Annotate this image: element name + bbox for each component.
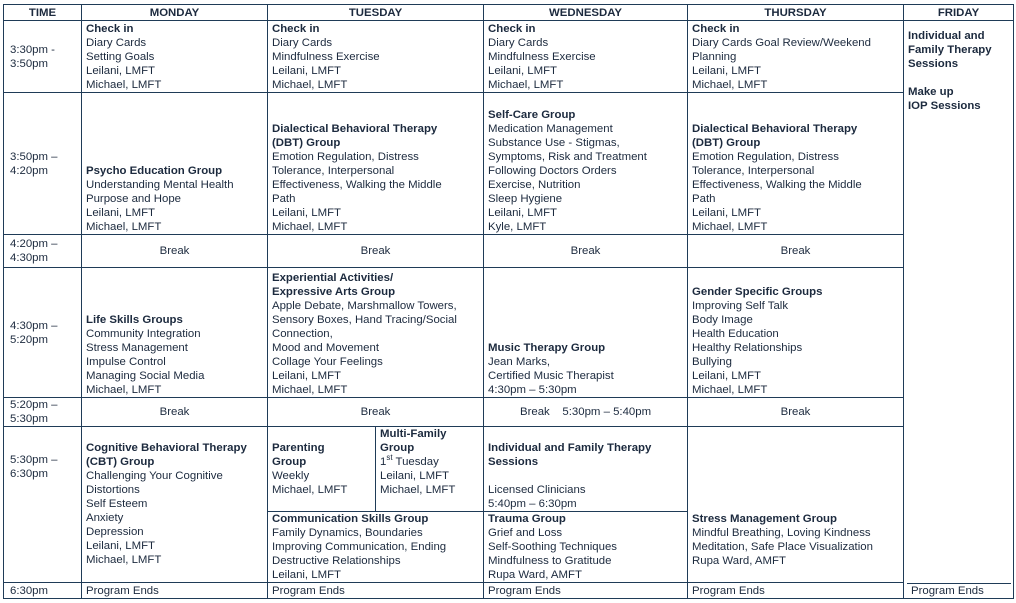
tuesday-multifamily-cell	[376, 427, 484, 512]
topic: Destructive Relationships	[272, 555, 401, 567]
staff: Kyle, LMFT	[488, 221, 547, 233]
time-slot-2	[4, 93, 82, 235]
group-title: Parenting	[272, 442, 325, 454]
row-slot-2	[4, 93, 1014, 235]
staff: Rupa Ward, AMFT	[692, 555, 786, 567]
wednesday-self-care-cell	[484, 93, 688, 235]
friday-makeup: Make up	[908, 86, 954, 98]
wednesday-break-time: 5:30pm – 5:40pm	[562, 406, 652, 418]
topic: Challenging Your Cognitive	[86, 470, 223, 482]
topic: Mindful Breathing, Loving Kindness	[692, 527, 871, 539]
topic: Planning	[692, 50, 737, 63]
topic: Diary Cards Goal Review/Weekend	[692, 36, 871, 49]
topic: Path	[272, 193, 296, 205]
topic: Meditation, Safe Place Visualization	[692, 541, 873, 553]
staff: Michael, LMFT	[86, 384, 162, 396]
group-title: Group	[380, 442, 415, 454]
weekly-schedule-table	[3, 4, 1014, 599]
group-title: Dialectical Behavioral Therapy	[692, 123, 858, 135]
tuesday-checkin-cell	[268, 21, 484, 93]
thursday-checkin-cell	[688, 21, 904, 93]
group-title: Multi-Family	[380, 428, 447, 440]
topic: Substance Use - Stigmas,	[488, 137, 620, 149]
group-title: (CBT) Group	[86, 456, 155, 468]
topic: Mood and Movement	[272, 342, 380, 354]
time-slot-1	[4, 21, 82, 93]
group-title: Music Therapy Group	[488, 342, 606, 354]
topic: Depression	[86, 526, 144, 538]
topic: Stress Management	[86, 342, 188, 354]
topic: Symptoms, Risk and Treatment	[488, 151, 647, 163]
wednesday-music-therapy-cell	[484, 268, 688, 398]
staff: Michael, LMFT	[692, 221, 768, 233]
topic: Emotion Regulation, Distress	[272, 151, 419, 163]
thursday-gender-specific-cell	[688, 268, 904, 398]
staff: Leilani, LMFT	[272, 569, 342, 581]
wednesday-break-cell	[484, 398, 688, 427]
staff: Leilani, LMFT	[86, 207, 156, 219]
tuesday-parenting-cell	[268, 427, 376, 512]
wednesday-break: Break	[484, 235, 688, 268]
group-title: Check in	[272, 22, 320, 35]
staff: Michael, LMFT	[86, 221, 162, 233]
topic: Exercise, Nutrition	[488, 179, 581, 191]
time-end: 6:30pm	[10, 468, 48, 480]
tuesday-communication-cell	[268, 512, 484, 583]
topic: Anxiety	[86, 512, 124, 524]
topic: Connection,	[272, 328, 333, 340]
group-title: Cognitive Behavioral Therapy	[86, 442, 247, 454]
group-title: Experiential Activities/	[272, 272, 394, 284]
monday-checkin-cell	[82, 21, 268, 93]
friday-makeup: IOP Sessions	[908, 100, 981, 112]
thursday-program-ends: Program Ends	[688, 583, 904, 599]
tuesday-break: Break	[268, 235, 484, 268]
time-start: 5:20pm –	[10, 399, 58, 411]
monday-psycho-education-cell	[82, 93, 268, 235]
friday-family-therapy: Sessions	[908, 58, 959, 70]
staff: Leilani, LMFT	[86, 64, 156, 77]
header-friday: FRIDAY	[904, 5, 1014, 21]
wednesday-family-therapy-cell	[484, 427, 688, 512]
topic: Family Dynamics, Boundaries	[272, 527, 423, 539]
monday-cbt-cell	[82, 427, 268, 583]
group-title: Trauma Group	[488, 513, 566, 525]
staff: Michael, LMFT	[692, 384, 768, 396]
row-program-ends	[4, 583, 1014, 599]
tuesday-program-ends: Program Ends	[268, 583, 484, 599]
time-slot-3	[4, 235, 82, 268]
group-title: Communication Skills Group	[272, 513, 429, 525]
time-end: 4:20pm	[10, 164, 48, 177]
topic: Managing Social Media	[86, 370, 205, 382]
topic: Healthy Relationships	[692, 342, 803, 354]
time-end: 5:30pm	[10, 413, 48, 425]
staff: Michael, LMFT	[380, 484, 456, 496]
frequency: Weekly	[272, 470, 310, 482]
wednesday-checkin-cell	[484, 21, 688, 93]
row-break-1	[4, 235, 1014, 268]
group-title: (DBT) Group	[692, 137, 761, 149]
wednesday-trauma-cell	[484, 512, 688, 583]
topic: Sleep Hygiene	[488, 193, 563, 205]
staff: Michael, LMFT	[488, 78, 564, 91]
friday-program-ends: Program Ends	[907, 583, 1011, 598]
topic: Self-Soothing Techniques	[488, 541, 617, 553]
time-start: 5:30pm –	[10, 454, 58, 466]
topic: Understanding Mental Health	[86, 179, 234, 191]
wednesday-program-ends: Program Ends	[484, 583, 688, 599]
thursday-stress-management-cell	[688, 427, 904, 583]
time-slot-5	[4, 398, 82, 427]
topic: Apple Debate, Marshmallow Towers,	[272, 300, 457, 312]
wednesday-break: Break	[519, 406, 550, 418]
group-title: Gender Specific Groups	[692, 286, 823, 298]
topic: Effectiveness, Walking the Middle	[692, 179, 862, 191]
group-title: Group	[272, 456, 307, 468]
time-end: 3:50pm	[10, 57, 48, 70]
staff-title: Certified Music Therapist	[488, 370, 614, 382]
time-end: 4:30pm	[10, 252, 48, 264]
topic: Impulse Control	[86, 356, 166, 368]
friday-family-therapy: Individual and	[908, 30, 985, 42]
thursday-break: Break	[688, 235, 904, 268]
group-title: Life Skills Groups	[86, 314, 183, 326]
staff: Michael, LMFT	[272, 78, 348, 91]
staff: Michael, LMFT	[272, 221, 348, 233]
topic: Tolerance, Interpersonal	[272, 165, 395, 177]
topic: Emotion Regulation, Distress	[692, 151, 839, 163]
monday-life-skills-cell	[82, 268, 268, 398]
staff: Leilani, LMFT	[488, 64, 558, 77]
time-slot-6	[4, 427, 82, 583]
tuesday-break: Break	[268, 398, 484, 427]
topic: Diary Cards	[272, 36, 333, 49]
time-start: 3:50pm –	[10, 150, 58, 163]
group-title: Dialectical Behavioral Therapy	[272, 123, 438, 135]
row-slot-6a	[4, 427, 1014, 512]
topic: Mindfulness Exercise	[272, 50, 380, 63]
topic: Path	[692, 193, 716, 205]
header-thursday: THURSDAY	[688, 5, 904, 21]
group-title: Self-Care Group	[488, 109, 576, 121]
topic: Self Esteem	[86, 498, 148, 510]
thursday-dbt-cell	[688, 93, 904, 235]
monday-break: Break	[82, 398, 268, 427]
session-time: 4:30pm – 5:30pm	[488, 384, 577, 396]
topic: Bullying	[692, 356, 732, 368]
staff: Licensed Clinicians	[488, 484, 586, 496]
staff: Rupa Ward, AMFT	[488, 569, 582, 581]
topic: Community Integration	[86, 328, 201, 340]
time-slot-4	[4, 268, 82, 398]
staff: Leilani, LMFT	[86, 540, 156, 552]
staff: Leilani, LMFT	[692, 64, 762, 77]
staff: Michael, LMFT	[692, 78, 768, 91]
topic: Improving Self Talk	[692, 300, 789, 312]
topic: Tolerance, Interpersonal	[692, 165, 815, 177]
row-break-2	[4, 398, 1014, 427]
topic: Grief and Loss	[488, 527, 563, 539]
topic: Purpose and Hope	[86, 193, 181, 205]
topic: Distortions	[86, 484, 140, 496]
staff: Leilani, LMFT	[692, 370, 762, 382]
topic: Improving Communication, Ending	[272, 541, 447, 553]
topic: Diary Cards	[488, 36, 549, 49]
topic: Medication Management	[488, 123, 613, 135]
group-title: Individual and Family Therapy	[488, 442, 652, 454]
row-checkin	[4, 21, 1014, 93]
staff: Leilani, LMFT	[272, 370, 342, 382]
time-start: 4:30pm –	[10, 319, 58, 332]
topic: Health Education	[692, 328, 779, 340]
friday-cell	[904, 21, 1014, 599]
header-time: TIME	[4, 5, 82, 21]
staff: Leilani, LMFT	[488, 207, 558, 219]
topic: Collage Your Feelings	[272, 356, 383, 368]
topic: Sensory Boxes, Hand Tracing/Social	[272, 314, 457, 326]
staff: Michael, LMFT	[86, 554, 162, 566]
staff: Leilani, LMFT	[692, 207, 762, 219]
group-title: Expressive Arts Group	[272, 286, 396, 298]
staff: Leilani, LMFT	[380, 470, 450, 482]
staff: Michael, LMFT	[272, 484, 348, 496]
topic: Effectiveness, Walking the Middle	[272, 179, 442, 191]
group-title: Check in	[488, 22, 536, 35]
header-monday: MONDAY	[82, 5, 268, 21]
time-start: 3:30pm -	[10, 43, 55, 56]
header-wednesday: WEDNESDAY	[484, 5, 688, 21]
time-start: 4:20pm –	[10, 238, 58, 250]
group-title: Check in	[86, 22, 134, 35]
friday-family-therapy: Family Therapy	[908, 44, 992, 56]
group-title: (DBT) Group	[272, 137, 341, 149]
staff: Leilani, LMFT	[272, 207, 342, 219]
monday-program-ends: Program Ends	[82, 583, 268, 599]
time-end: 5:20pm	[10, 333, 48, 346]
time-slot-7: 6:30pm	[4, 583, 82, 599]
topic: Mindfulness to Gratitude	[488, 555, 612, 567]
tuesday-dbt-cell	[268, 93, 484, 235]
staff: Leilani, LMFT	[272, 64, 342, 77]
staff: Michael, LMFT	[86, 78, 162, 91]
topic: Body Image	[692, 314, 753, 326]
tuesday-experiential-cell	[268, 268, 484, 398]
group-title: Sessions	[488, 456, 539, 468]
staff: Jean Marks,	[488, 356, 551, 368]
topic: Following Doctors Orders	[488, 165, 617, 177]
topic: Setting Goals	[86, 50, 155, 63]
staff: Michael, LMFT	[272, 384, 348, 396]
header-row	[4, 5, 1014, 21]
header-tuesday: TUESDAY	[268, 5, 484, 21]
monday-break: Break	[82, 235, 268, 268]
topic: Mindfulness Exercise	[488, 50, 596, 63]
thursday-break: Break	[688, 398, 904, 427]
group-title: Stress Management Group	[692, 513, 837, 525]
row-slot-4	[4, 268, 1014, 398]
group-title: Check in	[692, 22, 740, 35]
topic: Diary Cards	[86, 36, 147, 49]
session-time: 5:40pm – 6:30pm	[488, 498, 577, 510]
frequency: 1st Tuesday	[380, 453, 439, 468]
group-title: Psycho Education Group	[86, 165, 223, 177]
